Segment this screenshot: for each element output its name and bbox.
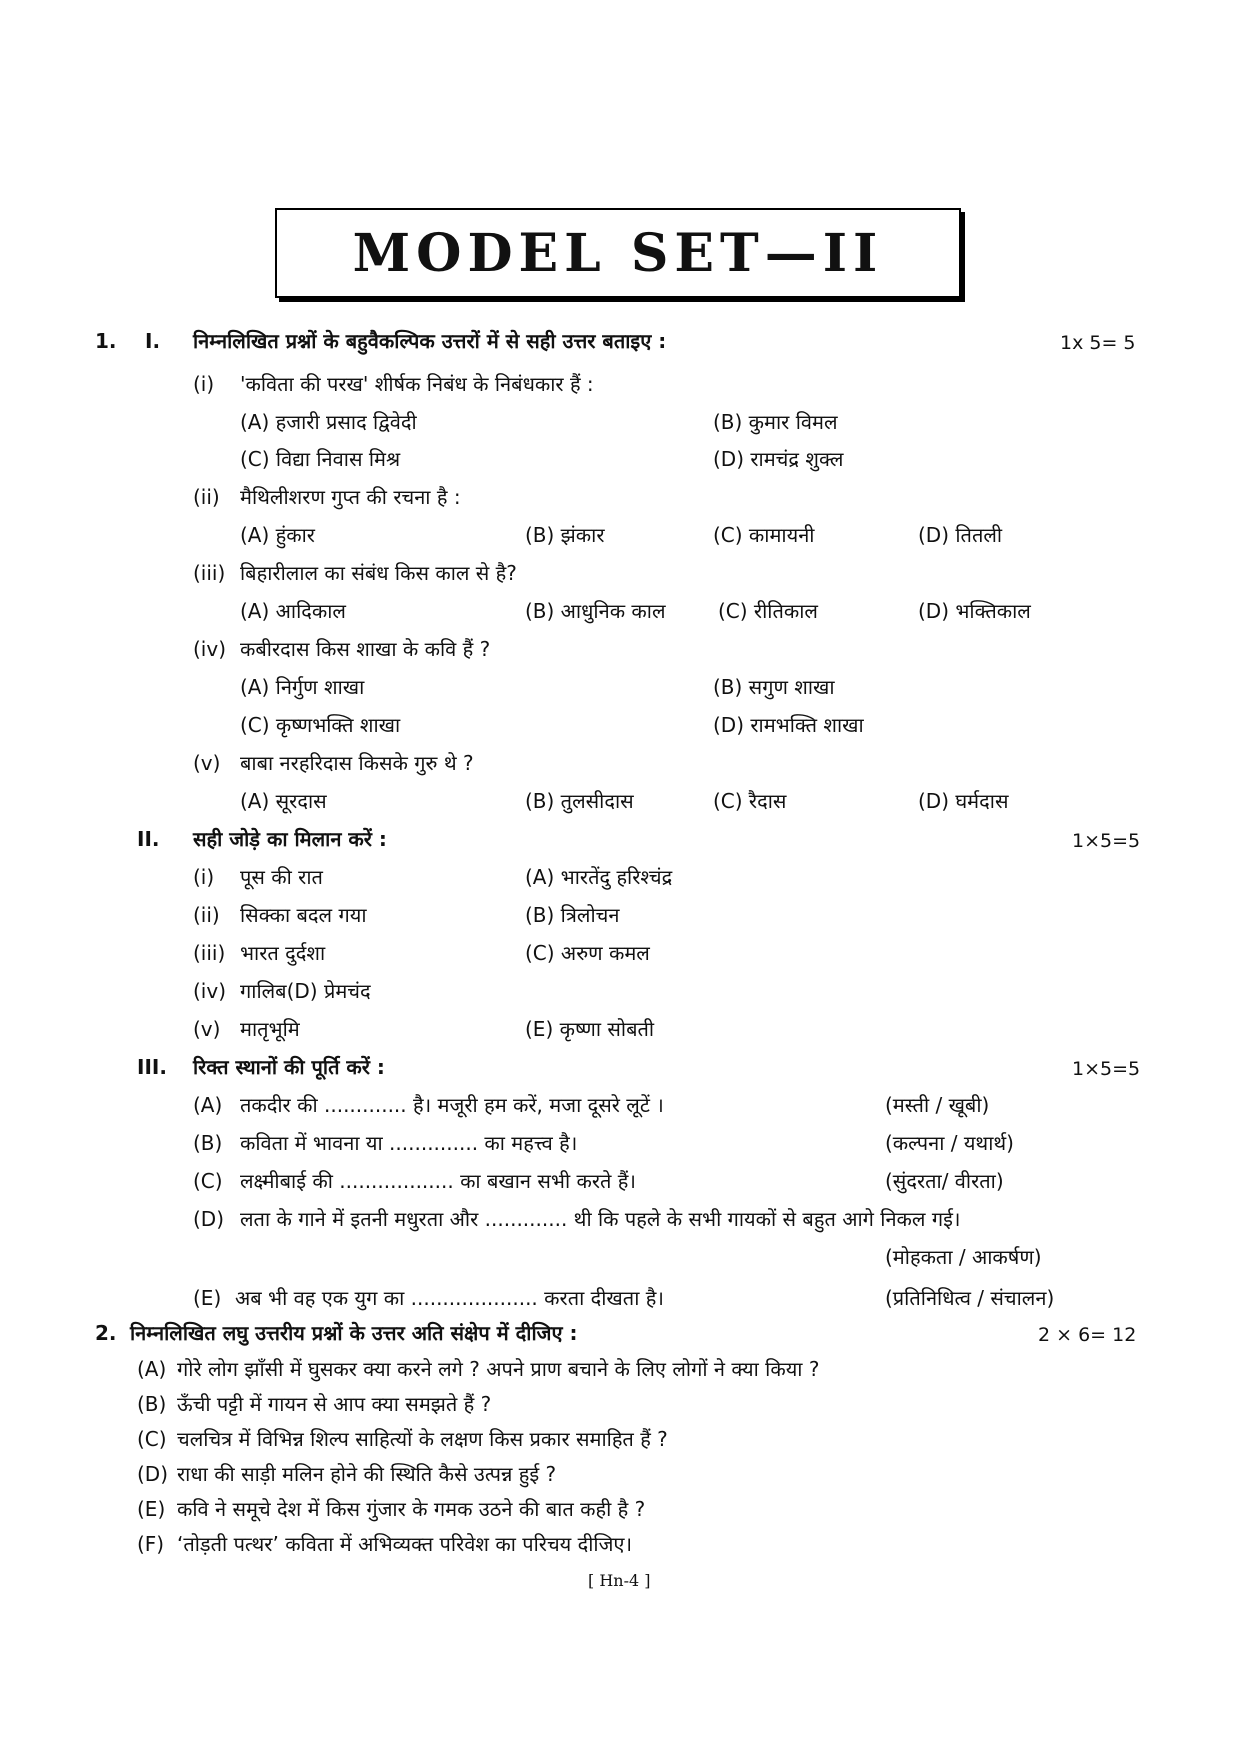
fill-4-number: (D)	[193, 1207, 225, 1231]
match-left-3: भारत दुर्दशा	[240, 941, 326, 965]
mcq-5-option-a: (A) सूरदास	[240, 789, 327, 813]
short-q-b: ऊँची पट्टी में गायन से आप क्या समझते हैं ?	[177, 1392, 492, 1416]
short-q-a-number: (A)	[137, 1357, 167, 1381]
match-left-5: मातृभूमि	[240, 1017, 300, 1041]
fill-3-number: (C)	[193, 1169, 223, 1193]
match-left-4-number: (iv)	[193, 979, 226, 1003]
fill-5-text: अब भी वह एक युग का .................... करता दीखता है।	[235, 1286, 664, 1310]
short-q-c: चलचित्र में विभिन्न शिल्प साहित्यों के लक्षण किस प्रकार समाहित हैं ?	[177, 1427, 668, 1451]
q2-number: 2.	[95, 1321, 117, 1345]
mcq-1-number: (i)	[193, 372, 215, 396]
fill-5-choice: (प्रतिनिधित्व / संचालन)	[885, 1286, 1055, 1310]
mcq-2-number: (ii)	[193, 485, 220, 509]
mcq-1-option-b: (B) कुमार विमल	[713, 410, 838, 434]
q1-number: 1.	[95, 329, 117, 353]
mcq-3-option-b: (B) आधुनिक काल	[525, 599, 666, 623]
mcq-4-option-a: (A) निर्गुण शाखा	[240, 675, 365, 699]
mcq-5-option-d: (D) घर्मदास	[918, 789, 1009, 813]
short-q-a: गोरे लोग झाँसी में घुसकर क्या करने लगे ? अपने प्राण बचाने के लिए लोगों ने क्या किया ?	[177, 1357, 820, 1381]
mcq-4-number: (iv)	[193, 637, 226, 661]
mcq-4-option-b: (B) सगुण शाखा	[713, 675, 835, 699]
match-left-1: पूस की रात	[240, 865, 323, 889]
fill-1-number: (A)	[193, 1093, 223, 1117]
mcq-5-option-c: (C) रैदास	[713, 789, 787, 813]
short-q-e: कवि ने समूचे देश में किस गुंजार के गमक उठने की बात कही है ?	[177, 1497, 646, 1521]
mcq-1-option-d: (D) रामचंद्र शुक्ल	[713, 447, 844, 471]
mcq-3-option-a: (A) आदिकाल	[240, 599, 346, 623]
q1-s3-number: III.	[137, 1055, 167, 1079]
mcq-4-question: कबीरदास किस शाखा के कवि हैं ?	[240, 637, 491, 661]
fill-3-choice: (सुंदरता/ वीरता)	[885, 1169, 1004, 1193]
match-left-5-number: (v)	[193, 1017, 221, 1041]
page-title: MODEL SET—II	[352, 222, 884, 284]
mcq-3-number: (iii)	[193, 561, 226, 585]
match-left-2: सिक्का बदल गया	[240, 903, 367, 927]
match-left-3-number: (iii)	[193, 941, 226, 965]
fill-5-number: (E)	[193, 1286, 222, 1310]
q2-marks: 2 × 6= 12	[1038, 1324, 1137, 1346]
q2-heading: निम्नलिखित लघु उत्तरीय प्रश्नों के उत्तर अति संक्षेप में दीजिए :	[130, 1321, 578, 1345]
fill-1-choice: (मस्ती / खूबी)	[885, 1093, 990, 1117]
short-q-f: ‘तोड़ती पत्थर’ कविता में अभिव्यक्त परिवेश का परिचय दीजिए।	[177, 1532, 633, 1556]
mcq-5-option-b: (B) तुलसीदास	[525, 789, 634, 813]
short-q-e-number: (E)	[137, 1497, 166, 1521]
fill-1-text: तकदीर की ............. है। मजूरी हम करें, मजा दूसरे लूटें ।	[240, 1093, 664, 1117]
mcq-3-question: बिहारीलाल का संबंध किस काल से है?	[240, 561, 517, 585]
mcq-1-option-a: (A) हजारी प्रसाद द्विवेदी	[240, 410, 417, 434]
mcq-2-option-a: (A) हुंकार	[240, 523, 315, 547]
short-q-b-number: (B)	[137, 1392, 167, 1416]
page-number: [ Hn-4 ]	[588, 1571, 651, 1590]
mcq-4-option-d: (D) रामभक्ति शाखा	[713, 713, 864, 737]
q1-s1-marks: 1x 5= 5	[1060, 332, 1136, 354]
q1-s2-heading: सही जोड़े का मिलान करें :	[193, 827, 387, 851]
mcq-5-question: बाबा नरहरिदास किसके गुरु थे ?	[240, 751, 474, 775]
q1-s1-heading: निम्नलिखित प्रश्नों के बहुवैकल्पिक उत्तरों में से सही उत्तर बताइए :	[193, 329, 667, 353]
mcq-1-question: 'कविता की परख' शीर्षक निबंध के निबंधकार हैं :	[240, 372, 594, 396]
match-left-4: गालिब(D) प्रेमचंद	[240, 979, 371, 1003]
fill-2-number: (B)	[193, 1131, 223, 1155]
fill-4-choice: (मोहकता / आकर्षण)	[885, 1245, 1042, 1269]
q1-s3-heading: रिक्त स्थानों की पूर्ति करें :	[193, 1055, 385, 1079]
short-q-c-number: (C)	[137, 1427, 167, 1451]
match-left-1-number: (i)	[193, 865, 215, 889]
match-right-b: (B) त्रिलोचन	[525, 903, 620, 927]
short-q-d: राधा की साड़ी मलिन होने की स्थिति कैसे उत्पन्न हुई ?	[177, 1462, 557, 1486]
mcq-2-option-c: (C) कामायनी	[713, 523, 815, 547]
fill-2-choice: (कल्पना / यथार्थ)	[885, 1131, 1014, 1155]
mcq-2-option-b: (B) झंकार	[525, 523, 605, 547]
short-q-d-number: (D)	[137, 1462, 169, 1486]
q1-s3-marks: 1×5=5	[1072, 1058, 1141, 1080]
mcq-1-option-c: (C) विद्या निवास मिश्र	[240, 447, 401, 471]
q1-s1-number: I.	[145, 329, 161, 353]
match-right-a: (A) भारतेंदु हरिश्चंद्र	[525, 865, 673, 889]
mcq-2-question: मैथिलीशरण गुप्त की रचना है :	[240, 485, 461, 509]
fill-4-text: लता के गाने में इतनी मधुरता और ............. थी कि पहले के सभी गायकों से बहुत आगे निकल गई।	[240, 1207, 961, 1231]
mcq-3-option-d: (D) भक्तिकाल	[918, 599, 1031, 623]
fill-3-text: लक्ष्मीबाई की .................. का बखान सभी करते हैं।	[240, 1169, 636, 1193]
mcq-3-option-c: (C) रीतिकाल	[718, 599, 818, 623]
match-left-2-number: (ii)	[193, 903, 220, 927]
match-right-c: (C) अरुण कमल	[525, 941, 650, 965]
fill-2-text: कविता में भावना या .............. का महत्त्व है।	[240, 1131, 578, 1155]
short-q-f-number: (F)	[137, 1532, 165, 1556]
mcq-5-number: (v)	[193, 751, 221, 775]
q1-s2-marks: 1×5=5	[1072, 830, 1141, 852]
mcq-2-option-d: (D) तितली	[918, 523, 1003, 547]
q1-s2-number: II.	[137, 827, 160, 851]
mcq-4-option-c: (C) कृष्णभक्ति शाखा	[240, 713, 401, 737]
title-box	[275, 208, 961, 298]
match-right-e: (E) कृष्णा सोबती	[525, 1017, 655, 1041]
